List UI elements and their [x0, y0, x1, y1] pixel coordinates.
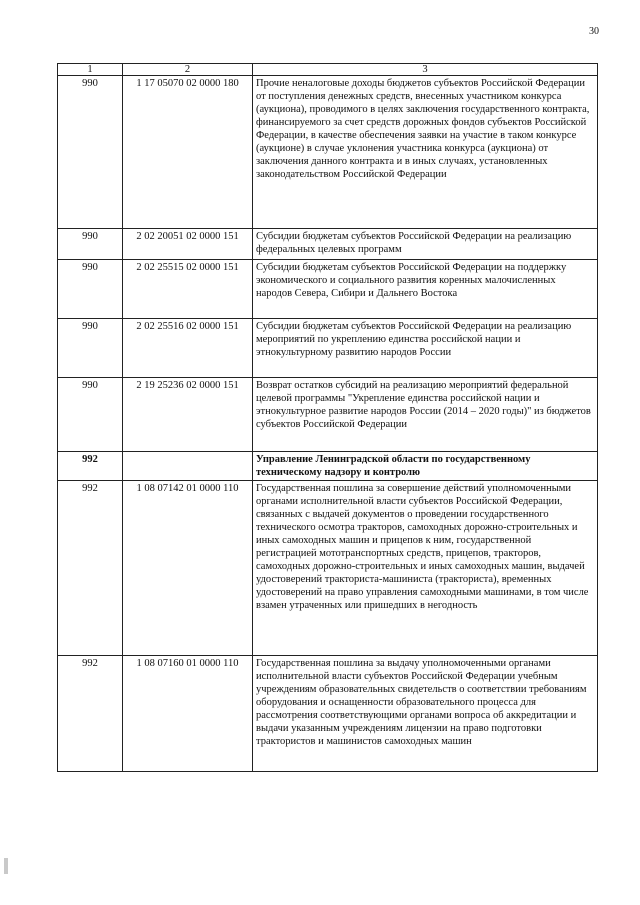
revenue-code-cell: 1 08 07160 01 0000 110 [123, 656, 253, 772]
table-header-row [58, 64, 598, 76]
revenue-code-cell: 2 02 25515 02 0000 151 [123, 260, 253, 319]
table-row [58, 76, 598, 229]
admin-code-cell: 990 [58, 260, 123, 319]
column-number-2: 2 [123, 64, 253, 76]
revenue-code-cell: 2 19 25236 02 0000 151 [123, 378, 253, 452]
admin-code-cell: 990 [58, 76, 123, 229]
admin-code-cell: 992 [58, 656, 123, 772]
admin-code-cell: 990 [58, 319, 123, 378]
revenue-name-cell: Прочие неналоговые доходы бюджетов субъектов Российской Федерации от поступления денежных средств, внесенных участником конкурса (аукциона), проводимого в целях заключения государственного контракта, финансируемого за счет средств дорожных фондов субъектов Российской Федерации, в качестве обеспечения заявки на участие в таком конкурсе (аукционе) в случае уклонения участника конкурса (аукциона) от заключения данного контракта и в иных случаях, установленных законодательством Российской Федерации [253, 76, 598, 229]
admin-code-cell: 990 [58, 378, 123, 452]
revenue-code-cell [123, 452, 253, 481]
page-number: 30 [589, 26, 599, 37]
budget-classification-table [57, 63, 598, 772]
table-row [58, 481, 598, 656]
scan-artifact [4, 858, 8, 874]
revenue-name-cell: Субсидии бюджетам субъектов Российской Федерации на реализацию мероприятий по укреплению единства российской нации и этнокультурному развитию народов России [253, 319, 598, 378]
revenue-name-cell: Государственная пошлина за совершение действий уполномоченными органами исполнительной власти субъектов Российской Федерации, связанных с выдачей документов о проведении государственного технического осмотра тракторов, самоходных дорожно-строительных и иных самоходных машин и прицепов к ним, государственной регистрацией мототранспортных средств, прицепов, тракторов, самоходных дорожно-строительных и иных самоходных машин, выдачей удостоверений тракториста-машиниста (тракториста), временных удостоверений на право управления самоходными машинами, в том числе взамен утраченных или пришедших в негодность [253, 481, 598, 656]
revenue-code-cell: 2 02 25516 02 0000 151 [123, 319, 253, 378]
section-title-cell: Управление Ленинградской области по государственному техническому надзору и контролю [253, 452, 598, 481]
table-row [58, 656, 598, 772]
admin-code-cell: 992 [58, 452, 123, 481]
admin-code-cell: 990 [58, 229, 123, 260]
revenue-name-cell: Государственная пошлина за выдачу уполномоченными органами исполнительной власти субъектов Российской Федерации учебным учреждениям образовательных свидетельств о соответствии требованиям оборудования и оснащенности образовательного процесса для рассмотрения соответствующими органами вопроса об аккредитации и выдачи указанным учреждениям лицензии на право подготовки трактористов и машинистов самоходных машин [253, 656, 598, 772]
table-row [58, 260, 598, 319]
table-row [58, 378, 598, 452]
column-number-1: 1 [58, 64, 123, 76]
section-header-row [58, 452, 598, 481]
table-row [58, 319, 598, 378]
column-number-3: 3 [253, 64, 598, 76]
admin-code-cell: 992 [58, 481, 123, 656]
revenue-name-cell: Возврат остатков субсидий на реализацию мероприятий федеральной целевой программы "Укрепление единства российской нации и этнокультурное развитие народов России (2014 – 2020 годы)" из бюджетов субъектов Российской Федерации [253, 378, 598, 452]
revenue-name-cell: Субсидии бюджетам субъектов Российской Федерации на реализацию федеральных целевых программ [253, 229, 598, 260]
revenue-code-cell: 1 17 05070 02 0000 180 [123, 76, 253, 229]
revenue-code-cell: 1 08 07142 01 0000 110 [123, 481, 253, 656]
revenue-name-cell: Субсидии бюджетам субъектов Российской Федерации на поддержку экономического и социального развития коренных малочисленных народов Севера, Сибири и Дальнего Востока [253, 260, 598, 319]
table-row [58, 229, 598, 260]
revenue-code-cell: 2 02 20051 02 0000 151 [123, 229, 253, 260]
